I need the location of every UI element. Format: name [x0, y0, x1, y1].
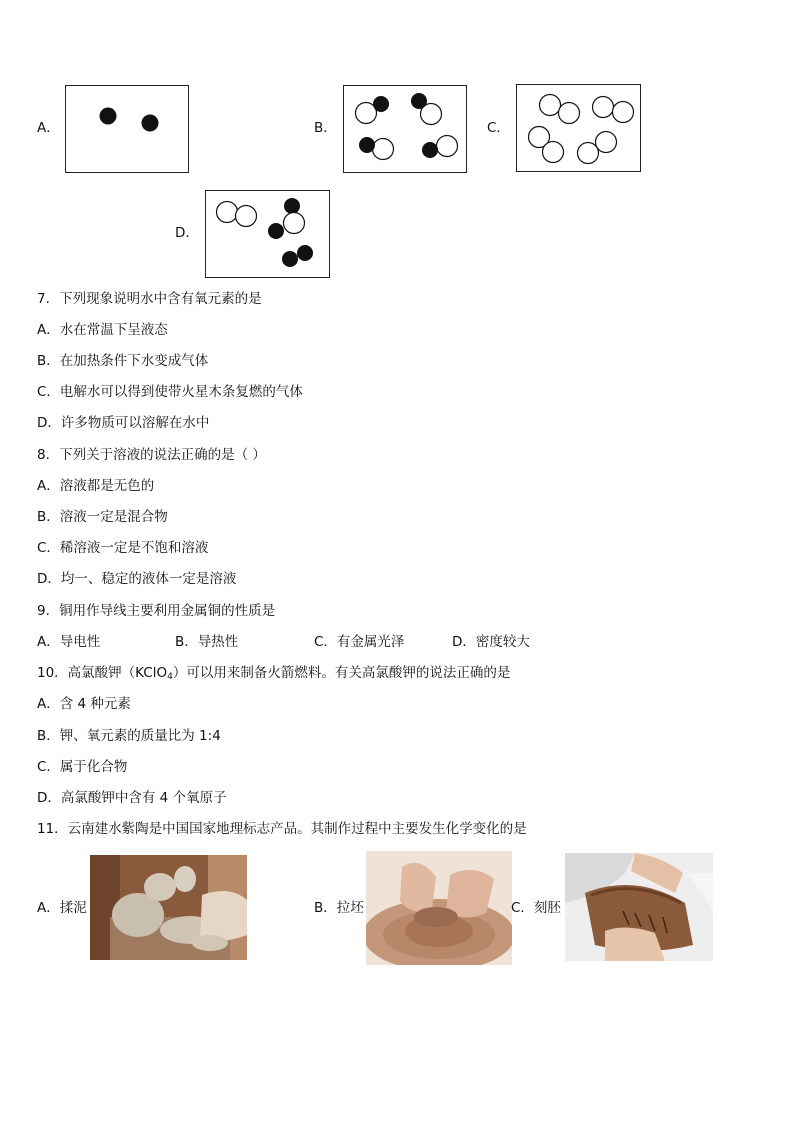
- q10-option-b: B．钾、氧元素的质量比为 1:4: [37, 728, 221, 744]
- q6-option-c-label: C．: [487, 120, 510, 136]
- q8-option-a: A．溶液都是无色的: [37, 478, 155, 494]
- q11-option-b: B．拉坯: [314, 900, 364, 916]
- q8-option-b: B．溶液一定是混合物: [37, 509, 168, 525]
- q6-option-d-label: D．: [175, 225, 199, 241]
- throwing-clay-photo: [366, 851, 512, 965]
- q10-stem-part-2: ）可以用来制备火箭燃料。有关高氯酸钾的说法正确的是: [172, 665, 511, 681]
- q8-option-c: C．稀溶液一定是不饱和溶液: [37, 540, 209, 556]
- q8-stem: 8．下列关于溶液的说法正确的是（ ）: [37, 447, 266, 463]
- q9-option-c: C．有金属光泽: [314, 634, 405, 650]
- q9-option-d: D．密度较大: [452, 634, 530, 650]
- q8-option-d: D．均一、稳定的液体一定是溶液: [37, 571, 237, 587]
- q6-diagram-b: [343, 85, 467, 173]
- kneading-clay-photo: [90, 855, 247, 960]
- q10-subscript: 4: [167, 672, 173, 682]
- q7-option-d: D．许多物质可以溶解在水中: [37, 415, 210, 431]
- q6-diagram-c: [516, 84, 641, 172]
- q11-option-a: A．揉泥: [37, 900, 87, 916]
- q10-option-a: A．含 4 种元素: [37, 696, 131, 712]
- q7-option-a: A．水在常温下呈液态: [37, 322, 168, 338]
- q7-option-c: C．电解水可以得到使带火星木条复燃的气体: [37, 384, 303, 400]
- q10-stem: [37, 664, 510, 686]
- q10-stem-part-1: 10．高氯酸钾（KClO: [37, 665, 168, 681]
- carving-blank-photo: [565, 853, 713, 961]
- q9-option-a: A．导电性: [37, 634, 101, 650]
- q9-stem: 9．铜用作导线主要利用金属铜的性质是: [37, 603, 276, 619]
- q10-option-d: D．高氯酸钾中含有 4 个氧原子: [37, 790, 227, 806]
- q6-diagram-a: [65, 85, 189, 173]
- q7-stem: 7．下列现象说明水中含有氧元素的是: [37, 291, 262, 307]
- q6-option-a-label: A．: [37, 120, 60, 136]
- q6-diagram-d: [205, 190, 330, 278]
- q11-stem: 11．云南建水紫陶是中国国家地理标志产品。其制作过程中主要发生化学变化的是: [37, 821, 527, 837]
- q7-option-b: B．在加热条件下水变成气体: [37, 353, 209, 369]
- q11-option-c: C．刻胚: [511, 900, 561, 916]
- q9-option-b: B．导热性: [175, 634, 239, 650]
- q10-option-c: C．属于化合物: [37, 759, 128, 775]
- q6-option-b-label: B．: [314, 120, 337, 136]
